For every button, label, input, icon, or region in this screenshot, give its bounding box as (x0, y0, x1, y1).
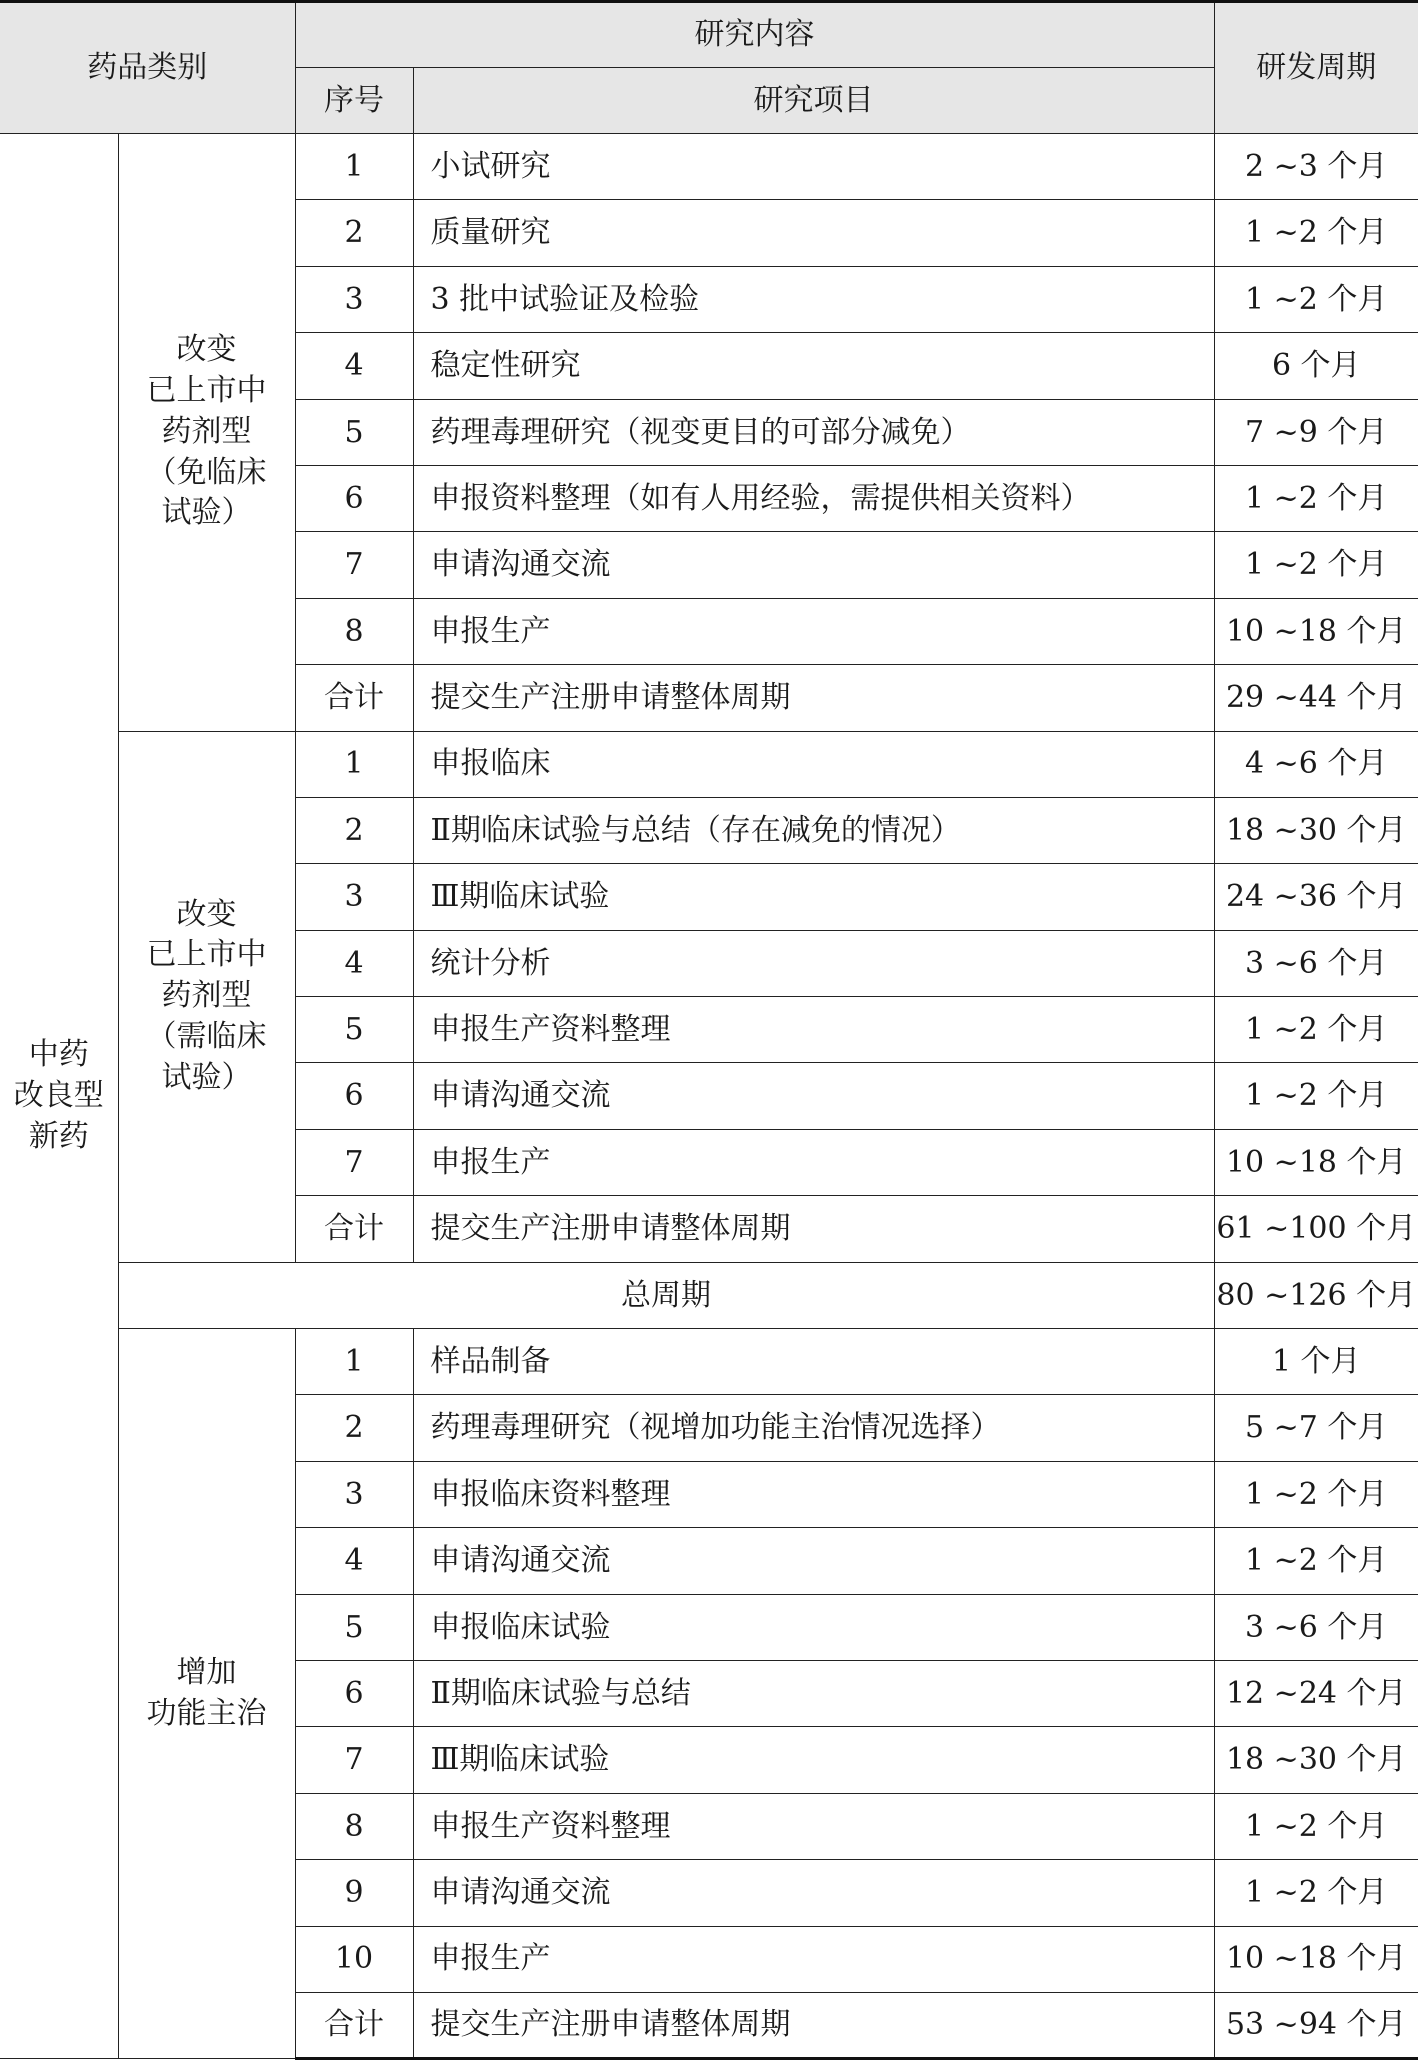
group-label-cell-line: 试验） (161, 495, 252, 531)
group-label-cell-line: 药剂型 (161, 978, 252, 1014)
seq-cell: 3 (295, 1461, 413, 1527)
period-cell: 1 ~2 个月 (1214, 266, 1418, 332)
period-cell: 61 ~100 个月 (1214, 1196, 1418, 1262)
table-row (0, 134, 1418, 200)
item-cell: 药理毒理研究（视增加功能主治情况选择） (413, 1395, 1214, 1461)
item-cell: 稳定性研究 (413, 333, 1214, 399)
seq-cell: 5 (295, 997, 413, 1063)
header-content: 研究内容 (295, 2, 1214, 68)
period-cell: 1 ~2 个月 (1214, 1528, 1418, 1594)
group-label-cell-line: 已上市中 (146, 937, 267, 973)
seq-cell: 7 (295, 1727, 413, 1793)
item-cell: 药理毒理研究（视变更目的可部分减免） (413, 399, 1214, 465)
period-cell: 5 ~7 个月 (1214, 1395, 1418, 1461)
item-cell: 提交生产注册申请整体周期 (413, 1992, 1214, 2058)
seq-cell: 7 (295, 532, 413, 598)
item-cell: 申报生产 (413, 598, 1214, 664)
item-cell: 申请沟通交流 (413, 1528, 1214, 1594)
total-row (0, 1262, 1418, 1328)
period-cell: 1 ~2 个月 (1214, 1461, 1418, 1527)
seq-cell: 合计 (295, 1992, 413, 2058)
period-cell: 1 ~2 个月 (1214, 1860, 1418, 1926)
period-cell: 29 ~44 个月 (1214, 665, 1418, 731)
seq-cell: 5 (295, 399, 413, 465)
category-main-cell-line: 新药 (28, 1118, 89, 1154)
seq-cell: 6 (295, 1063, 413, 1129)
period-cell: 18 ~30 个月 (1214, 1727, 1418, 1793)
period-cell: 18 ~30 个月 (1214, 797, 1418, 863)
item-cell: 申报生产 (413, 1926, 1214, 1992)
table-row (0, 731, 1418, 797)
seq-cell: 1 (295, 134, 413, 200)
seq-cell: 4 (295, 930, 413, 996)
item-cell: 小试研究 (413, 134, 1214, 200)
period-cell: 1 ~2 个月 (1214, 1063, 1418, 1129)
item-cell: 3 批中试验证及检验 (413, 266, 1214, 332)
period-cell: 3 ~6 个月 (1214, 930, 1418, 996)
group-label-cell-line: 增加 (176, 1654, 237, 1690)
seq-cell: 3 (295, 266, 413, 332)
period-cell: 2 ~3 个月 (1214, 134, 1418, 200)
item-cell: 申请沟通交流 (413, 532, 1214, 598)
period-cell: 10 ~18 个月 (1214, 598, 1418, 664)
period-cell: 4 ~6 个月 (1214, 731, 1418, 797)
table-row (0, 1329, 1418, 1395)
seq-cell: 4 (295, 333, 413, 399)
period-cell: 1 ~2 个月 (1214, 200, 1418, 266)
seq-cell: 3 (295, 864, 413, 930)
item-cell: 申报资料整理（如有人用经验，需提供相关资料） (413, 465, 1214, 531)
seq-cell: 8 (295, 598, 413, 664)
category-main-cell-line: 改良型 (13, 1077, 104, 1113)
item-cell: 提交生产注册申请整体周期 (413, 1196, 1214, 1262)
item-cell: 提交生产注册申请整体周期 (413, 665, 1214, 731)
item-cell: 申报临床 (413, 731, 1214, 797)
item-cell: Ⅲ期临床试验 (413, 864, 1214, 930)
group-label-cell-line: 功能主治 (146, 1695, 267, 1731)
period-cell: 12 ~24 个月 (1214, 1660, 1418, 1726)
seq-cell: 7 (295, 1129, 413, 1195)
group-label-cell (118, 731, 295, 1262)
header-period: 研发周期 (1214, 2, 1418, 134)
period-cell: 7 ~9 个月 (1214, 399, 1418, 465)
seq-cell: 8 (295, 1793, 413, 1859)
period-cell: 1 ~2 个月 (1214, 532, 1418, 598)
item-cell: 申报生产资料整理 (413, 1793, 1214, 1859)
group-label-cell-line: 改变 (176, 332, 237, 368)
header-row-top (0, 2, 1418, 68)
item-cell: 样品制备 (413, 1329, 1214, 1395)
seq-cell: 1 (295, 1329, 413, 1395)
category-main-cell-line: 中药 (28, 1036, 89, 1072)
item-cell: 申请沟通交流 (413, 1063, 1214, 1129)
group-label-cell-line: 药剂型 (161, 413, 252, 449)
period-cell: 1 ~2 个月 (1214, 1793, 1418, 1859)
period-cell: 1 个月 (1214, 1329, 1418, 1395)
header-seq: 序号 (295, 68, 413, 134)
item-cell: Ⅱ期临床试验与总结 (413, 1660, 1214, 1726)
seq-cell: 4 (295, 1528, 413, 1594)
seq-cell: 2 (295, 797, 413, 863)
item-cell: 申报生产 (413, 1129, 1214, 1195)
item-cell: Ⅱ期临床试验与总结（存在减免的情况） (413, 797, 1214, 863)
seq-cell: 6 (295, 1660, 413, 1726)
category-main-cell (0, 134, 118, 2059)
seq-cell: 10 (295, 1926, 413, 1992)
item-cell: 申报临床试验 (413, 1594, 1214, 1660)
item-cell: 质量研究 (413, 200, 1214, 266)
seq-cell: 6 (295, 465, 413, 531)
seq-cell: 合计 (295, 1196, 413, 1262)
seq-cell: 1 (295, 731, 413, 797)
item-cell: 统计分析 (413, 930, 1214, 996)
group-label-cell-line: 试验） (161, 1059, 252, 1095)
item-cell: 申请沟通交流 (413, 1860, 1214, 1926)
group-label-cell (118, 134, 295, 732)
group-label-cell (118, 1329, 295, 2059)
seq-cell: 合计 (295, 665, 413, 731)
item-cell: 申报临床资料整理 (413, 1461, 1214, 1527)
seq-cell: 9 (295, 1860, 413, 1926)
header-project: 研究项目 (413, 68, 1214, 134)
seq-cell: 2 (295, 200, 413, 266)
group-label-cell-line: （需临床 (146, 1018, 267, 1054)
item-cell: Ⅲ期临床试验 (413, 1727, 1214, 1793)
seq-cell: 2 (295, 1395, 413, 1461)
group-label-cell-line: 已上市中 (146, 373, 267, 409)
period-cell: 53 ~94 个月 (1214, 1992, 1418, 2058)
period-cell: 1 ~2 个月 (1214, 465, 1418, 531)
total-label-cell: 总周期 (118, 1262, 1214, 1328)
seq-cell: 5 (295, 1594, 413, 1660)
period-cell: 24 ~36 个月 (1214, 864, 1418, 930)
period-cell: 10 ~18 个月 (1214, 1926, 1418, 1992)
group-label-cell-line: 改变 (176, 896, 237, 932)
period-cell: 1 ~2 个月 (1214, 997, 1418, 1063)
period-cell: 10 ~18 个月 (1214, 1129, 1418, 1195)
item-cell: 申报生产资料整理 (413, 997, 1214, 1063)
group-label-cell-line: （免临床 (146, 454, 267, 490)
header-category: 药品类别 (0, 2, 295, 134)
total-period-cell: 80 ~126 个月 (1214, 1262, 1418, 1328)
period-cell: 6 个月 (1214, 333, 1418, 399)
period-cell: 3 ~6 个月 (1214, 1594, 1418, 1660)
